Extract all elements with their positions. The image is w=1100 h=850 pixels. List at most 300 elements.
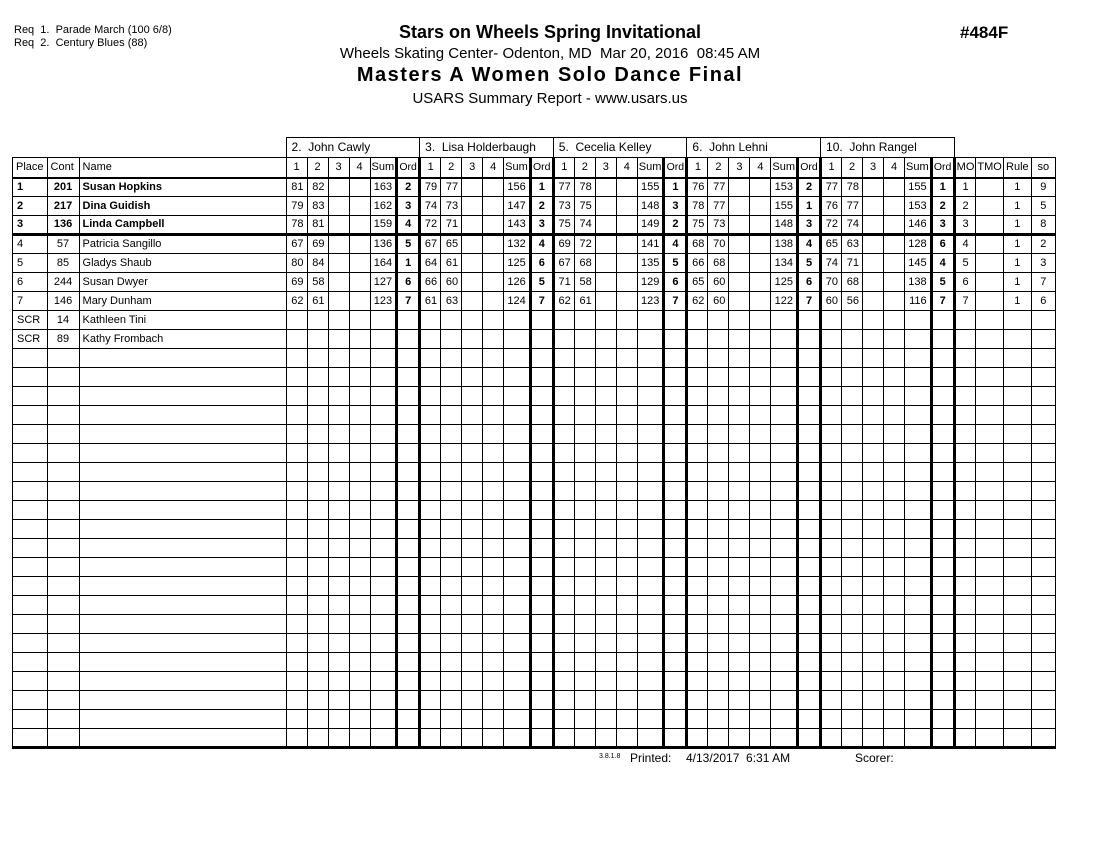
ordinal-cell [530, 691, 553, 710]
score-cell: 60 [441, 273, 462, 292]
sum-cell: 123 [370, 292, 397, 311]
score-cell [750, 273, 771, 292]
score-cell [349, 330, 370, 349]
column-header: 3 [462, 158, 483, 178]
sum-cell [504, 577, 531, 596]
score-cell [863, 444, 884, 463]
sum-cell: 126 [504, 273, 531, 292]
skater-name-cell [79, 368, 286, 387]
score-cell [708, 558, 729, 577]
score-cell: 72 [574, 235, 595, 254]
score-cell [307, 634, 328, 653]
score-cell [708, 672, 729, 691]
ordinal-cell [664, 558, 687, 577]
sum-cell [504, 444, 531, 463]
score-cell: 68 [687, 235, 708, 254]
contestant-number-cell: 146 [47, 292, 79, 311]
ordinal-cell [931, 634, 954, 653]
score-cell: 63 [842, 235, 863, 254]
score-cell [595, 349, 616, 368]
tmo-cell [976, 273, 1003, 292]
place-cell: 3 [13, 216, 48, 235]
score-cell: 65 [441, 235, 462, 254]
score-cell [884, 349, 905, 368]
score-cell [462, 501, 483, 520]
score-cell [595, 558, 616, 577]
score-table [12, 137, 1056, 749]
score-cell [553, 501, 574, 520]
score-cell [708, 653, 729, 672]
ordinal-cell: 7 [931, 292, 954, 311]
score-cell [349, 349, 370, 368]
score-cell: 77 [708, 178, 729, 197]
sum-cell [771, 330, 798, 349]
sum-cell: 125 [504, 254, 531, 273]
score-cell [574, 330, 595, 349]
score-cell: 64 [420, 254, 441, 273]
score-cell [349, 596, 370, 615]
ordinal-cell [931, 577, 954, 596]
ordinal-cell [530, 482, 553, 501]
sum-cell [771, 463, 798, 482]
score-cell [420, 425, 441, 444]
score-cell [483, 539, 504, 558]
contestant-number-cell: 85 [47, 254, 79, 273]
ordinal-cell [798, 710, 821, 729]
score-cell [729, 444, 750, 463]
sum-cell [504, 425, 531, 444]
ordinal-cell [798, 482, 821, 501]
place-cell [13, 520, 48, 539]
score-cell [616, 254, 637, 273]
score-cell [708, 463, 729, 482]
column-header: Sum [370, 158, 397, 178]
sum-cell [905, 710, 932, 729]
score-cell [553, 330, 574, 349]
ordinal-cell: 1 [397, 254, 420, 273]
score-cell [884, 216, 905, 235]
score-cell [616, 482, 637, 501]
score-cell: 67 [286, 235, 307, 254]
score-cell [595, 425, 616, 444]
score-cell [286, 558, 307, 577]
score-cell [286, 691, 307, 710]
score-cell [708, 311, 729, 330]
score-cell [821, 729, 842, 748]
score-cell [687, 520, 708, 539]
score-cell [842, 425, 863, 444]
table-row [13, 216, 1056, 235]
skater-name-cell [79, 406, 286, 425]
score-cell [687, 577, 708, 596]
ordinal-cell [530, 615, 553, 634]
ordinal-cell [798, 501, 821, 520]
score-cell [729, 197, 750, 216]
score-cell: 77 [821, 178, 842, 197]
sum-cell: 127 [370, 273, 397, 292]
score-cell [483, 596, 504, 615]
sum-cell [370, 501, 397, 520]
contestant-number-cell: 136 [47, 216, 79, 235]
ordinal-cell [397, 444, 420, 463]
score-cell [687, 501, 708, 520]
sum-cell [637, 425, 664, 444]
score-cell [863, 349, 884, 368]
score-cell [863, 729, 884, 748]
score-cell [574, 577, 595, 596]
score-cell [441, 387, 462, 406]
column-header: Ord [530, 158, 553, 178]
ordinal-cell [664, 710, 687, 729]
stat-cell [976, 558, 1003, 577]
score-cell [420, 596, 441, 615]
rule-cell: 1 [1003, 254, 1031, 273]
score-cell [441, 501, 462, 520]
stat-cell [976, 691, 1003, 710]
score-cell [328, 653, 349, 672]
score-cell [821, 672, 842, 691]
place-cell [13, 710, 48, 729]
ordinal-cell [397, 653, 420, 672]
score-cell [483, 292, 504, 311]
score-cell [483, 672, 504, 691]
score-cell [729, 311, 750, 330]
tmo-cell [976, 178, 1003, 197]
sum-cell [504, 539, 531, 558]
ordinal-cell [397, 710, 420, 729]
score-cell: 79 [420, 178, 441, 197]
so-cell: 5 [1031, 197, 1055, 216]
sum-cell [905, 463, 932, 482]
column-header: Rule [1003, 158, 1031, 178]
score-cell: 58 [574, 273, 595, 292]
score-cell [286, 406, 307, 425]
score-cell [483, 482, 504, 501]
stat-cell [1031, 482, 1055, 501]
sum-cell [637, 596, 664, 615]
score-cell [307, 482, 328, 501]
score-cell [483, 691, 504, 710]
sum-cell: 122 [771, 292, 798, 311]
score-cell [349, 311, 370, 330]
sum-cell: 155 [637, 178, 664, 197]
score-cell [729, 729, 750, 748]
sum-cell [905, 387, 932, 406]
ordinal-cell [530, 406, 553, 425]
majority-ordinal-cell: 2 [954, 197, 976, 216]
score-cell [616, 292, 637, 311]
score-cell [349, 634, 370, 653]
column-header: 2 [307, 158, 328, 178]
ordinal-cell: 4 [664, 235, 687, 254]
score-cell [328, 292, 349, 311]
score-cell [441, 520, 462, 539]
ordinal-cell [664, 425, 687, 444]
sum-cell [905, 330, 932, 349]
score-cell [462, 482, 483, 501]
place-cell [13, 539, 48, 558]
column-header: Place [13, 158, 48, 178]
sum-cell [771, 691, 798, 710]
score-cell [708, 615, 729, 634]
score-cell [687, 482, 708, 501]
score-cell: 58 [307, 273, 328, 292]
score-cell [553, 349, 574, 368]
score-cell: 78 [286, 216, 307, 235]
sum-cell [905, 482, 932, 501]
score-cell [553, 710, 574, 729]
score-cell [441, 311, 462, 330]
stat-cell [1031, 672, 1055, 691]
stat-cell [1031, 444, 1055, 463]
ordinal-cell [798, 444, 821, 463]
score-cell [821, 596, 842, 615]
ordinal-cell [931, 368, 954, 387]
stat-cell [954, 425, 976, 444]
score-cell [821, 710, 842, 729]
contestant-number-cell [47, 368, 79, 387]
score-cell [553, 444, 574, 463]
sum-cell [905, 691, 932, 710]
score-cell [462, 463, 483, 482]
column-header: 4 [616, 158, 637, 178]
score-cell [708, 710, 729, 729]
score-cell [574, 311, 595, 330]
score-cell [307, 406, 328, 425]
score-cell: 74 [842, 216, 863, 235]
stat-cell [1031, 425, 1055, 444]
stat-cell [1003, 482, 1031, 501]
empty-row [13, 425, 1056, 444]
place-cell [13, 501, 48, 520]
ordinal-cell [931, 615, 954, 634]
score-cell [750, 539, 771, 558]
ordinal-cell [530, 672, 553, 691]
score-cell [863, 558, 884, 577]
score-cell [595, 577, 616, 596]
stat-cell [1003, 425, 1031, 444]
ordinal-cell [931, 311, 954, 330]
sum-cell: 148 [771, 216, 798, 235]
ordinal-cell [530, 444, 553, 463]
sum-cell [637, 444, 664, 463]
sum-cell [905, 425, 932, 444]
score-cell [616, 634, 637, 653]
score-cell: 67 [420, 235, 441, 254]
score-cell [441, 349, 462, 368]
score-cell [595, 482, 616, 501]
sum-cell [771, 444, 798, 463]
contestant-number-cell: 201 [47, 178, 79, 197]
score-cell [420, 558, 441, 577]
score-cell [574, 520, 595, 539]
column-header: Name [79, 158, 286, 178]
score-cell [616, 235, 637, 254]
ordinal-cell [530, 368, 553, 387]
sum-cell [637, 387, 664, 406]
ordinal-cell [397, 406, 420, 425]
ordinal-cell [530, 729, 553, 748]
sum-cell: 129 [637, 273, 664, 292]
score-cell [483, 729, 504, 748]
score-cell [595, 292, 616, 311]
stat-cell [1031, 691, 1055, 710]
skater-name-cell [79, 672, 286, 691]
score-cell: 77 [553, 178, 574, 197]
sum-cell [370, 558, 397, 577]
ordinal-cell: 1 [798, 197, 821, 216]
rule-cell [1003, 330, 1031, 349]
score-cell [349, 653, 370, 672]
stat-cell [1003, 653, 1031, 672]
score-cell: 61 [574, 292, 595, 311]
score-cell: 79 [286, 197, 307, 216]
sum-cell: 132 [504, 235, 531, 254]
score-cell [307, 387, 328, 406]
contestant-number-cell [47, 482, 79, 501]
score-cell [595, 273, 616, 292]
score-cell [574, 653, 595, 672]
score-cell [574, 672, 595, 691]
score-cell [687, 558, 708, 577]
score-cell [616, 330, 637, 349]
skater-name-cell: Susan Hopkins [79, 178, 286, 197]
stat-cell [1003, 539, 1031, 558]
score-cell [750, 520, 771, 539]
column-header: 2 [708, 158, 729, 178]
sum-cell: 136 [370, 235, 397, 254]
skater-name-cell: Linda Campbell [79, 216, 286, 235]
score-cell [349, 501, 370, 520]
score-cell: 78 [574, 178, 595, 197]
column-header: 3 [729, 158, 750, 178]
score-cell [483, 178, 504, 197]
score-cell [483, 311, 504, 330]
sum-cell [637, 330, 664, 349]
so-cell: 2 [1031, 235, 1055, 254]
ordinal-cell [664, 368, 687, 387]
ordinal-cell [931, 330, 954, 349]
score-cell [863, 577, 884, 596]
score-cell [328, 235, 349, 254]
score-cell [349, 463, 370, 482]
score-cell [328, 311, 349, 330]
sum-cell [504, 634, 531, 653]
table-row [13, 292, 1056, 311]
empty-row [13, 406, 1056, 425]
empty-row [13, 501, 1056, 520]
ordinal-cell [664, 330, 687, 349]
score-cell: 69 [286, 273, 307, 292]
sum-cell [637, 615, 664, 634]
sum-cell: 138 [905, 273, 932, 292]
stat-cell [1003, 558, 1031, 577]
skater-name-cell [79, 349, 286, 368]
score-cell: 73 [553, 197, 574, 216]
contestant-number-cell [47, 406, 79, 425]
sum-cell: 123 [637, 292, 664, 311]
ordinal-cell [798, 577, 821, 596]
score-cell [687, 349, 708, 368]
place-cell: 2 [13, 197, 48, 216]
sum-cell [370, 615, 397, 634]
score-cell [708, 368, 729, 387]
score-cell [595, 501, 616, 520]
score-cell [687, 406, 708, 425]
sum-cell [771, 482, 798, 501]
sum-cell [504, 368, 531, 387]
score-cell [595, 368, 616, 387]
column-header: Ord [798, 158, 821, 178]
place-cell [13, 653, 48, 672]
ordinal-cell: 3 [397, 197, 420, 216]
score-cell [729, 558, 750, 577]
score-cell [307, 672, 328, 691]
score-cell [750, 729, 771, 748]
ordinal-cell [664, 387, 687, 406]
score-cell [708, 406, 729, 425]
ordinal-cell [397, 501, 420, 520]
score-cell [286, 368, 307, 387]
score-cell [462, 406, 483, 425]
judge-header: 2. John Cawly [286, 138, 420, 158]
score-cell [884, 577, 905, 596]
ordinal-cell [397, 349, 420, 368]
score-cell: 70 [821, 273, 842, 292]
skater-name-cell: Gladys Shaub [79, 254, 286, 273]
score-cell [616, 406, 637, 425]
sum-cell: 146 [905, 216, 932, 235]
score-cell: 67 [553, 254, 574, 273]
empty-row [13, 691, 1056, 710]
score-cell [441, 406, 462, 425]
score-cell: 60 [708, 273, 729, 292]
so-cell [1031, 330, 1055, 349]
skater-name-cell [79, 577, 286, 596]
score-cell [441, 672, 462, 691]
sum-cell [771, 501, 798, 520]
stat-cell [1003, 710, 1031, 729]
stat-cell [1003, 463, 1031, 482]
score-cell [750, 178, 771, 197]
score-cell [483, 577, 504, 596]
score-cell [616, 425, 637, 444]
score-cell [729, 178, 750, 197]
score-cell [420, 501, 441, 520]
score-cell [863, 368, 884, 387]
score-cell [441, 577, 462, 596]
score-cell: 68 [708, 254, 729, 273]
sum-cell [905, 349, 932, 368]
score-cell [420, 330, 441, 349]
score-cell [821, 653, 842, 672]
stat-cell [1003, 615, 1031, 634]
score-cell [595, 596, 616, 615]
ordinal-cell [798, 729, 821, 748]
stat-cell [976, 539, 1003, 558]
score-cell [595, 463, 616, 482]
score-cell [307, 539, 328, 558]
judge-header-row [13, 138, 1056, 158]
stat-cell [1003, 596, 1031, 615]
score-cell [307, 558, 328, 577]
place-cell: SCR [13, 311, 48, 330]
tmo-cell [976, 330, 1003, 349]
skater-name-cell [79, 463, 286, 482]
score-cell [307, 596, 328, 615]
score-cell [729, 615, 750, 634]
score-cell [328, 691, 349, 710]
